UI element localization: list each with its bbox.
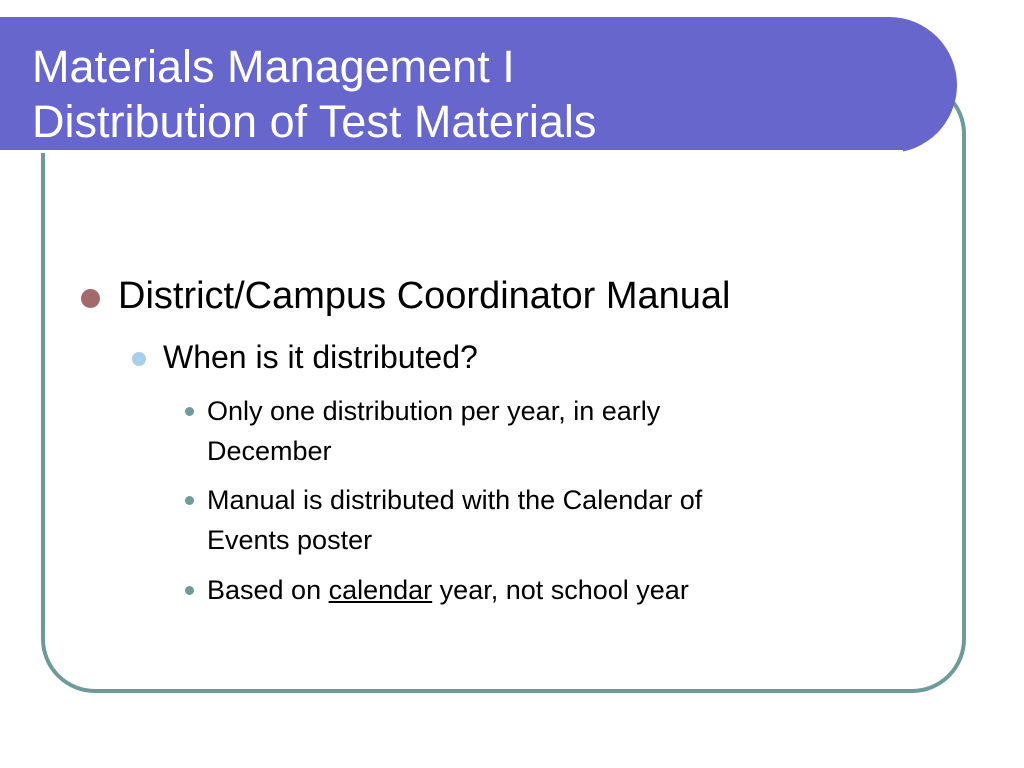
bullet-text-line-2: December <box>207 436 332 466</box>
bullet-text: District/Campus Coordinator Manual <box>118 275 731 317</box>
bullet-dot-icon <box>185 407 194 416</box>
bullet-coordinator-manual <box>118 273 730 319</box>
bullet-dot-icon <box>81 289 100 308</box>
bullet-dot-icon <box>185 496 194 505</box>
bullet-text-suffix: year, not school year <box>432 575 689 605</box>
bullet-dot-icon <box>132 352 146 366</box>
bullet-dot-icon <box>185 586 194 595</box>
bullet-when-distributed <box>163 337 478 377</box>
slide-title-line-1: Materials Management I <box>32 41 515 92</box>
bullet-text-line-1: Only one distribution per year, in early <box>207 396 661 426</box>
bullet-text: When is it distributed? <box>163 339 478 375</box>
bullet-text-line-2: Events poster <box>207 525 373 555</box>
bullet-text-prefix: Based on <box>207 575 329 605</box>
bullet-calendar-year <box>207 570 689 610</box>
slide-title-line-2: Distribution of Test Materials <box>32 96 597 147</box>
bullet-text-line-1: Manual is distributed with the Calendar of <box>207 485 703 515</box>
bullet-one-distribution <box>207 391 660 471</box>
bullet-manual-with-calendar <box>207 480 702 560</box>
bullet-text-underlined: calendar <box>328 575 433 605</box>
